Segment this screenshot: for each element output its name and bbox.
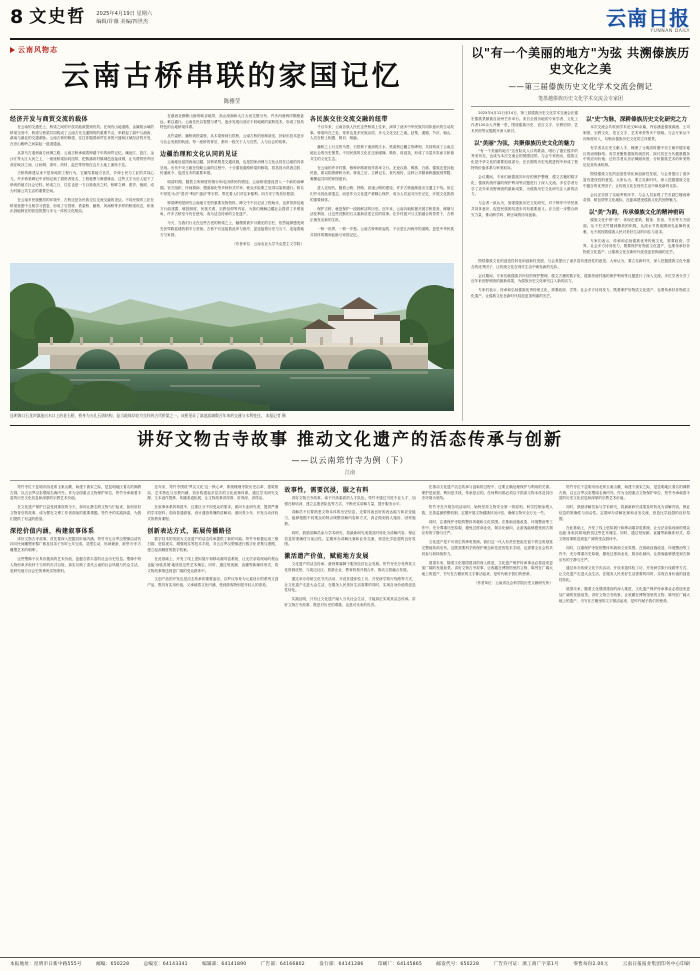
paragraph: 在文化遗产保护日益受到重视的今天，如何让静态的文物"活"起来，如何讲好文物背后的故事，成为摆在文博工作者面前的重要课题。筇竹寺的实践探索，为我们提供了有益的借鉴。 <box>10 505 142 521</box>
main-article <box>10 45 462 259</box>
subhead: 各民族交往交流交融的纽带 <box>310 115 389 123</box>
feature-subhead: ——以云南筇竹寺为例（下） <box>291 455 409 465</box>
footer-editorial: 编辑部：64141890 <box>202 962 247 967</box>
paragraph: 本次交流会共收到学术论文60余篇，内容涵盖傣族源流、土司制度、宗教文化、语言文字、艺术审美等多个领域。与会专家从不同角度切入，勾勒出傣族历史文化的立体图景。 <box>583 125 690 141</box>
photo-caption: 昆明海口石龙坝滇池出水口上的老石桥，桥身为五孔石拱结构，是当地保存较为完好的古代桥梁之一。该桥见证了滇池流域数百年来的交通与水利变迁。 本报记者 摄 <box>10 413 286 418</box>
paragraph: 有学者从历史文献入手，梳理了元明清时期中央王朝对德宏地区的治理脉络；有学者聚焦傣族传统医药，探讨其在当代健康服务中的应用价值；还有学者从音乐舞蹈角度，分析傣族艺术的审美特征及其传承机制。 <box>583 145 690 168</box>
subhead: 以"史"为脉，深耕傣族历史文化研究之力 <box>586 117 687 124</box>
paragraph: 在云南的交通史上，桥梁之间的开放功能被提到有效。在现有山地道路、金属航水域的桥梁交易中，桥梁与桥梁共同构成了云南古代交通网络的重要节点，串联起了滇中与滇西、滇南与滇北的交通命脉。云南古桥的修建，往往伴随着商贸往来的兴盛和区域经济的开发，在崇山峻岭之间架起一道道通途。 <box>10 124 154 147</box>
paragraph: 围绕傣族文化的创造性转化和创新性发展，与会者提出了诸多富有建设性的意见。大家认为，要立足新时代，深入挖掘傣族文化中蕴含的优秀因子，让传统文化在现代生活中焕发新的光彩。 <box>471 259 690 269</box>
paragraph: 同时，注重保护寺院的整体风貌和文化氛围。在基础设施改造、环境整治等工作中，充分尊重历史原貌，避免过度商业化、娱乐化倾向，让游客能够感受到古刹应有的宁静与庄严。 <box>421 519 553 536</box>
footer-chief-office: 总编室：64143341 <box>143 962 188 967</box>
feature-col-4 <box>422 485 553 612</box>
paragraph: 一桥一世界，一桥一乡愁。云南古桥串联起的，不仅是江河两岸的道路，更是中华民族共同体的精神血脉与家国记忆。 <box>310 226 454 237</box>
footer-address: 本报地址：昆明市日新中路555号 <box>10 962 82 967</box>
footer-printer: 云南日报报业集团印务中心印刷 <box>622 962 690 967</box>
secondary-continued <box>462 259 690 421</box>
feature-article <box>10 425 690 612</box>
footer-postal-code: 邮发代号：650228 <box>436 962 480 967</box>
paragraph: 在叙事体系的构建中，注重区分不同受众的需求。面向专业研究者，提供严谨的学术资料；面向普通游客，设计通俗易懂的讲解词；面向青少年，开发互动体验式的教育课程。 <box>147 505 279 521</box>
paragraph: 与会者一致认为，加强傣族历史文化研究，对于铸牢中华民族共同体意识、促进民族团结进步具有重要意义。应当进一步整合研究力量，推动跨学科、跨区域的协同创新。 <box>471 201 578 217</box>
feature-col-2 <box>147 485 278 612</box>
subhead: 边疆治理和文化认同的见证 <box>160 150 239 158</box>
top-band <box>10 45 690 259</box>
main-col-3 <box>310 114 454 251</box>
paragraph: 近年来，筇竹寺围绕'罗汉文化'这一核心IP，系统梳理寺院历史沿革、建筑格局、艺术特色与宗教内涵，初步构建起多层次的文化叙事体系。通过学术研究支撑、文本创作提炼、传播渠道拓展，让文物故事讲得准、讲得深、讲得活。 <box>147 484 279 501</box>
paragraph: 千百年来，云南各族人民在这些桥梁上往来，演绎了诸多中华民族共同体意识的生动故事。桥梁所在之处，常常也是多民族杂居、多元文化交汇之地。赶集、通婚、节庆、朝山，人们在桥上相遇、相识、相融。 <box>310 124 454 141</box>
paragraph: 专家们表示，传承和弘扬傣族优秀传统文化，需要政府、学界、社会多方协同发力，既要保护好物质文化遗产，也要传承好非物质文化遗产，让傣族文化在新时代绽放更加绚丽的光芒。 <box>583 238 690 255</box>
page-footer <box>0 957 700 971</box>
rule <box>10 480 690 481</box>
main-headline: 云南古桥串联的家国记忆 <box>61 59 403 92</box>
paragraph: 讲好文物古寺故事，首先要深入挖掘其价值内涵。筇竹寺五百罗汉塑像由清代四川民间雕塑家黎广修及其弟子历时七年完成，造型生动，形神兼备，被誉为'东方雕塑艺术的明珠'。 <box>10 536 142 553</box>
paragraph: 通过举办传统文化节庆活动、开设非遗体验工坊、开发研学旅行线路等方式，让文化遗产走进大众生活，在服务人民美好生活需要的同时，实现自身价值的创造性转化。 <box>284 576 416 593</box>
secondary-byline: 笔墨越傣族历史文化学术交流会专家团 <box>537 96 623 103</box>
rule <box>10 425 690 426</box>
paragraph: 围绕傣族文化的创造性转化和创新性发展，与会者提出了诸多富有建设性的意见。大家认为，要立足新时代，深入挖掘傣族文化中蕴含的优秀因子，让传统文化在现代生活中焕发新的光彩。 <box>583 172 690 188</box>
paragraph: 专家们表示，传承和弘扬傣族优秀传统文化，需要政府、学界、社会多方协同发力，既要保护好物质文化遗产，也要传承好非物质文化遗产，让傣族文化在新时代绽放更加绚丽的光芒。 <box>471 288 690 299</box>
masthead-editors: 编辑/许薇 美编/四世杰 <box>96 18 149 25</box>
paragraph: 会议期间，专家们就傣族贝叶经的保护整理、傣文古籍的数字化、傣族传统村落的保护利用等议题进行了深入交流。多位学者分享了近年来田野调查的最新成果，为傣族历史文化研究注入新的活力。 <box>471 273 690 284</box>
main-article-columns <box>10 114 454 251</box>
paragraph: 通过举办传统文化节庆活动、开设非遗体验工坊、开发研学旅行线路等方式，让文化遗产走进大众生活，在服务人民美好生活需要的同时，实现自身价值的创造性转化。 <box>558 566 691 583</box>
triangle-icon <box>10 47 15 53</box>
subhead: 以"美丽"为弦，共聚傣族历史文化的魅力 <box>474 140 575 147</box>
section-title: 文史哲 <box>29 7 87 27</box>
footer-price: 零售每份2.00元 <box>573 962 609 967</box>
main-col-2 <box>160 114 304 251</box>
paragraph: 古桥的修建从来不是单纯的工程行为，它凝结着地方官员、乡绅士民与工匠的共同心力。许多桥梁碑记中详细记载了捐资者姓名、工程耗费与修建缘由，这些文字为后人留下了珍贵的地方社会史料。桥成之日，往往也是一方百姓欢庆之时，桥畔立碑、建亭、植树，成为村落公共生活的重要空间。 <box>10 171 154 193</box>
paragraph: 这些塑像不仅具有极高的艺术价值，更蕴含着丰富的社会历史信息。塑像中的人物形象多取材于当时的市井百姓，真实反映了清代云南的社会风貌与民众生活，是研究地方社会史的珍贵实物资料。 <box>10 557 142 573</box>
masthead-date: 2025年4月19日 星期六 <box>96 11 153 17</box>
feature-col-5 <box>559 485 690 612</box>
paragraph: 傣族文化中的"美"，体现在建筑、服饰、饮食、节庆等方方面面。从干栏式竹楼到精美的织锦，从泼水节的欢腾到孔雀舞的优雅，无不展现着傣族人民对美好生活的向往与追求。 <box>583 218 690 234</box>
newspaper-brand: 云南日报 <box>606 6 690 30</box>
secondary-col-2 <box>583 111 690 259</box>
paragraph: 展望未来，随着文化强国建设的深入推进，文化遗产保护传承事业必将迎来更加广阔的发展前景。讲好文物古寺故事，让收藏在博物馆里的文物、陈列在广阔大地上的遗产、书写在古籍里的文字都活起来，是时代赋予我们的使命。 <box>558 586 691 603</box>
paragraph: 明清时期，随着卫所制度的推行和屯田移民的增加，云南桥梁建设进入一个新的高峰期。官方组织、民间捐助、僧道募化等多种形式并举，使众多险要之处得以架桥通行。桥名中常见'永济''普济''利济''通济'等字样，寄托着人们对往来便利、四方安宁的美好愿望。 <box>160 180 304 196</box>
paragraph: 讲解员不仅要熟悉文物本体的历史信息，还要具备良好的表达能力和应变能力，能够根据不同观众的特点调整讲解内容和方式，真正做到因人施讲、因材施教。 <box>284 510 416 526</box>
paragraph: 讲好文物古寺故事，离不开高素质的人才队伍。筇竹寺通过引进专业人才、加强在职培训、建立志愿者队伍等方式，不断充实讲解力量，提升服务水平。 <box>284 495 416 506</box>
paragraph: 筇竹寺位于昆明市西北郊玉案山麓，始建于唐宋之际，是昆明地区著名的佛教古刹，以五百罗汉彩塑闻名海内外。作为全国重点文物保护单位，筇竹寺承载着丰富的历史文化信息和深厚的宗教艺术价值。 <box>558 484 691 501</box>
secondary-article <box>462 45 690 259</box>
feature-col-3 <box>284 485 415 612</box>
author-credit: （作者单位：云南农业大学马克思主义学院） <box>232 241 304 246</box>
main-col-1 <box>10 114 154 251</box>
article-kicker <box>10 45 454 55</box>
paragraph: 在云南的许多村寨，修桥补路被视作善举义行。无论汉族、彝族、白族、傣族还是其他民族，都以捐资修桥为荣。桥成之后，立碑记名，世代相传，这种公共精神跨越族别界限，凝聚起共同的家园意识。 <box>310 165 454 182</box>
paragraph: 从茶马古道到南方丝绸之路，云南古桥承载着跨越千年的商贸记忆。澜沧江、怒江、金沙江等大江大河之上，一座座桥梁如同纽带，把散落的村镇城邑连接成网，让马帮的铃声回荡在峡谷之间，让丝绸、茶叶、药材、盐巴等货物在这片土地上流转不息。 <box>10 151 154 167</box>
subhead: 创新表达方式，拓展传播路径 <box>147 527 232 535</box>
feature-byline: 江南 <box>344 469 355 476</box>
rule <box>10 109 454 110</box>
paragraph: 在云南多民族聚居的环境中，古桥还是各民族交往交流交融的见证。不同民族的工匠在桥梁营建中互相学习借鉴，形成了石拱桥、铁索桥、藤桥、风雨桥等多样的桥梁形态，体现出因地制宜的营造智慧与多元一体的文化格局。 <box>10 197 154 214</box>
footer-ad-license: 广告许可证：滇工商广字第1号 <box>493 962 559 967</box>
paragraph: 会议还安排了实地考察环节，与会人员参观了芒市勐巴娜西珍奇园、树包塔等文化地标，近距离感受傣族文化的独特魅力。 <box>583 192 690 203</box>
paragraph: 云南地处祖国西南边疆，其桥梁既是交通设施，也是国家治理与文化认同在边地的具体呈现。历代中央王朝在经略云南的过程中，十分重视道路桥梁的修筑，将其视为巩固边防、传递政令、促进互市的重要举措。 <box>160 159 304 176</box>
subhead: 经济开发与商贸交流的载体 <box>10 115 89 123</box>
secondary-subhead: ——第三届傣族历史文化学术交流会侧记 <box>508 82 653 92</box>
paragraph: 展望未来，随着文化强国建设的深入推进，文化遗产保护传承事业必将迎来更加广阔的发展前景。讲好文物古寺故事，让收藏在博物馆里的文物、陈列在广阔大地上的遗产、书写在古籍里的文字都活起来，是时代赋予我们的使命。 <box>421 560 553 577</box>
paragraph: 文创产品的开发也是活态传承的重要途径。以罗汉形象为元素设计的系列文创产品，既具有实用价值，又承载着文化内涵，受到游客特别是年轻人的喜爱。 <box>147 577 279 588</box>
feature-headline: 讲好文物古寺故事 推动文化遗产的活态传承与创新 <box>137 430 563 451</box>
footer-printing: 印刷厂：64145865 <box>377 962 423 967</box>
paragraph: 2025年4月12日至14日，第三届傣族历史文化学术交流会在德宏傣族景颇族自治州芒市举行。来自全国各地的专家学者、文化工作者120余人齐聚一堂，围绕傣族历史、语言文字、宗教信仰、艺术民俗等议题展开深入研讨。 <box>471 111 578 133</box>
subhead: 故事性，需要沉浸，服之有料 <box>284 486 369 494</box>
paragraph: 会议期间，专家们就傣族贝叶经的保护整理、傣文古籍的数字化、傣族传统村落的保护利用等议题进行了深入交流。多位学者分享了近年来田野调查的最新成果，为傣族历史文化研究注入新的活力。 <box>471 174 578 197</box>
paragraph: 在此基础上，开发了线上虚拟展厅和移动端导览系统，让无法亲临现场的观众也能'身临其境'地欣赏这些艺术瑰宝。同时，通过短视频、直播等新媒体形式，将文物故事推送到更广阔的受众群体中。 <box>558 525 691 542</box>
rule <box>471 106 690 107</box>
paragraph: 进入近现代，随着公路、铁路、高速公路的建设，许多古桥逐渐退出交通主干线。但它们并未因此被遗忘，而是作为文化遗产被精心保护，成为人们追寻历史记忆、开展文化旅游的重要载体。 <box>310 186 454 202</box>
subhead: 激活遗产价值，赋能地方发展 <box>284 553 369 561</box>
paragraph: 文化遗产是不可再生的珍贵资源。我们这一代人有责任把祖先留下的宝贵财富完整地传给后代。这既需要科学的保护理念和先进的技术手段，也需要全社会的共同参与和持续努力。 <box>421 540 553 556</box>
footer-ads: 广告部：64166802 <box>260 962 305 967</box>
kicker-label: 云南风物志 <box>18 46 58 54</box>
paragraph: 实践证明，只有让文化遗产融入当代社会生活，才能真正实现其活态传承。讲好文物古寺故事，既是对历史的尊重，也是对未来的负责。 <box>284 597 416 608</box>
photo-column <box>10 259 462 421</box>
paragraph: 在此基础上，开发了线上虚拟展厅和移动端导览系统，让无法亲临现场的观众也能'身临其境'地欣赏这些艺术瑰宝。同时，通过短视频、直播等新媒体形式，将文物故事推送到更广阔的受众群体中。 <box>147 557 279 573</box>
newspaper-brand-latin: YUNNAN DAILY <box>650 29 690 34</box>
feature-col-1 <box>10 485 141 612</box>
bridge-photo <box>10 263 454 411</box>
page-number: 8 <box>10 6 24 28</box>
photo-row <box>10 259 690 421</box>
paragraph: 保护古桥，就是保护一段段鲜活的历史。近年来，云南各地积极开展古桥普查、修缮与活化利用，让这些沉默的石头重新讲述它们的故事。在乡村振兴与文旅融合的背景下，古桥正焕发出新的生机。 <box>310 206 454 223</box>
paragraph: 在推动文化遗产活态传承与创新的过程中，还要正确处理保护与利用的关系。保护是前提，利用是手段，传承是目的。任何利用都必须以不损害文物本体及其历史环境为底线。 <box>421 484 553 501</box>
paragraph: 数字技术的发展为文化遗产的活态传承提供了新的可能。筇竹寺积极运用三维扫描、虚拟现实、增强现实等技术手段，对五百罗汉塑像进行数字化采集与建模，建立起高精度的数字档案。 <box>147 536 279 553</box>
paragraph: 桥梁碑刻是研究云南地方史的重要实物资料。碑文中不仅记录工程始末，也常常涉及地方行政建置、赋役制度、民族关系、宗教信仰等内容，为我们理解边疆社会提供了多维视角。许多古桥至今仍在使用，成为活态传承的文化遗产。 <box>160 200 304 217</box>
author-credit: （作者单位：云南省社会科学院历史文献研究所） <box>473 581 553 586</box>
paragraph: 今天，当我们行走在这些古老的桥梁之上，触摸着被岁月磨光的石栏，依然能够感受到先民筚路蓝缕的艰辛与坚韧。古桥不仅连接着此岸与彼岸，更连接着历史与当下，连接着地方与家国。 <box>160 221 304 237</box>
paragraph: 同时，鼓励讲解员参与学术研究，将最新研究成果及时转化为讲解内容，保证信息的准确性与前沿性。定期举办讲解比赛和业务交流，营造比学赶超的良好氛围。 <box>558 505 691 521</box>
paragraph: 藤桥之上行走的马帮，石拱桥下流淌的江水，铁索桥边矗立的碑刻，共同构成了云南边地社会的历史图景。不同民族的文化在这里碰撞、吸收、再创造，形成了丰富多彩而又和谐共生的文化生态。 <box>310 145 454 161</box>
secondary-columns <box>471 111 690 259</box>
main-byline: 陈雅莹 <box>223 98 241 105</box>
subhead: 以"美"为韵，传承傣族文化的精神密码 <box>588 210 685 217</box>
subhead: 深挖价值内涵，构建叙事体系 <box>10 527 95 535</box>
footer-postcode: 邮编：650228 <box>96 962 130 967</box>
paragraph: 从竹索桥、藤桥到铁索桥，从木梁桥到石拱桥，云南古桥的形制演变，折射出技术进步与社会发展的轨迹。每一座桥的背后，都有一段关于人与自然、人与社会的故事。 <box>160 134 304 145</box>
paragraph: 同时，注重保护寺院的整体风貌和文化氛围。在基础设施改造、环境整治等工作中，充分尊重历史原貌，避免过度商业化、娱乐化倾向，让游客能够感受到古刹应有的宁静与庄严。 <box>558 546 691 562</box>
masthead <box>10 8 690 40</box>
paragraph: 同时，鼓励讲解员参与学术研究，将最新研究成果及时转化为讲解内容，保证信息的准确性与前沿性。定期举办讲解比赛和业务交流，营造比学赶超的良好氛围。 <box>284 530 416 547</box>
paragraph: 在滇西北横断山脉的峡谷地带，高山深涧和大江大河交错分布，许多河流两岸隔绝甚远，难以通行。云南先民以智慧与勇气，逐步发展出适应不同地貌的架桥技术，形成了独具特色的山地桥梁体系。 <box>160 113 304 130</box>
masthead-meta <box>96 8 152 27</box>
secondary-col-1 <box>471 111 578 259</box>
paragraph: 文化遗产的活态传承，最终要落脚于服务经济社会发展。筇竹寺充分发挥其文化资源优势，与周边社区、旅游企业、教育机构开展合作，推动文旅融合发展。 <box>284 562 416 573</box>
photo-wrap <box>10 263 454 411</box>
paragraph: 筇竹寺位于昆明市西北郊玉案山麓，始建于唐宋之际，是昆明地区著名的佛教古刹，以五百罗汉彩塑闻名海内外。作为全国重点文物保护单位，筇竹寺承载着丰富的历史文化信息和深厚的宗教艺术价值。 <box>10 484 142 501</box>
feature-columns <box>10 485 690 612</box>
paragraph: "有一个美丽的地方"这首脍炙人口的歌曲，唱出了德宏傣乡的秀美风光，也成为本次交流会的情感纽带。与会专家指出，傣族文化是中华文化的重要组成部分，在长期的历史发展进程中形成了独特的价值体系与审美取向。 <box>471 148 578 171</box>
secondary-headline: 以"有一个美丽的地方"为弦 共溯傣族历史文化之美 <box>471 46 690 77</box>
brand-block <box>606 8 690 34</box>
paragraph: 筇竹寺在开展各项活动时，始终坚持文物安全第一的原则，科学控制参观人数，完善监测预警机制，定期开展文物健康状况评估，确保文物安全万无一失。 <box>421 505 553 515</box>
footer-distribution: 发行部：64141286 <box>319 962 364 967</box>
